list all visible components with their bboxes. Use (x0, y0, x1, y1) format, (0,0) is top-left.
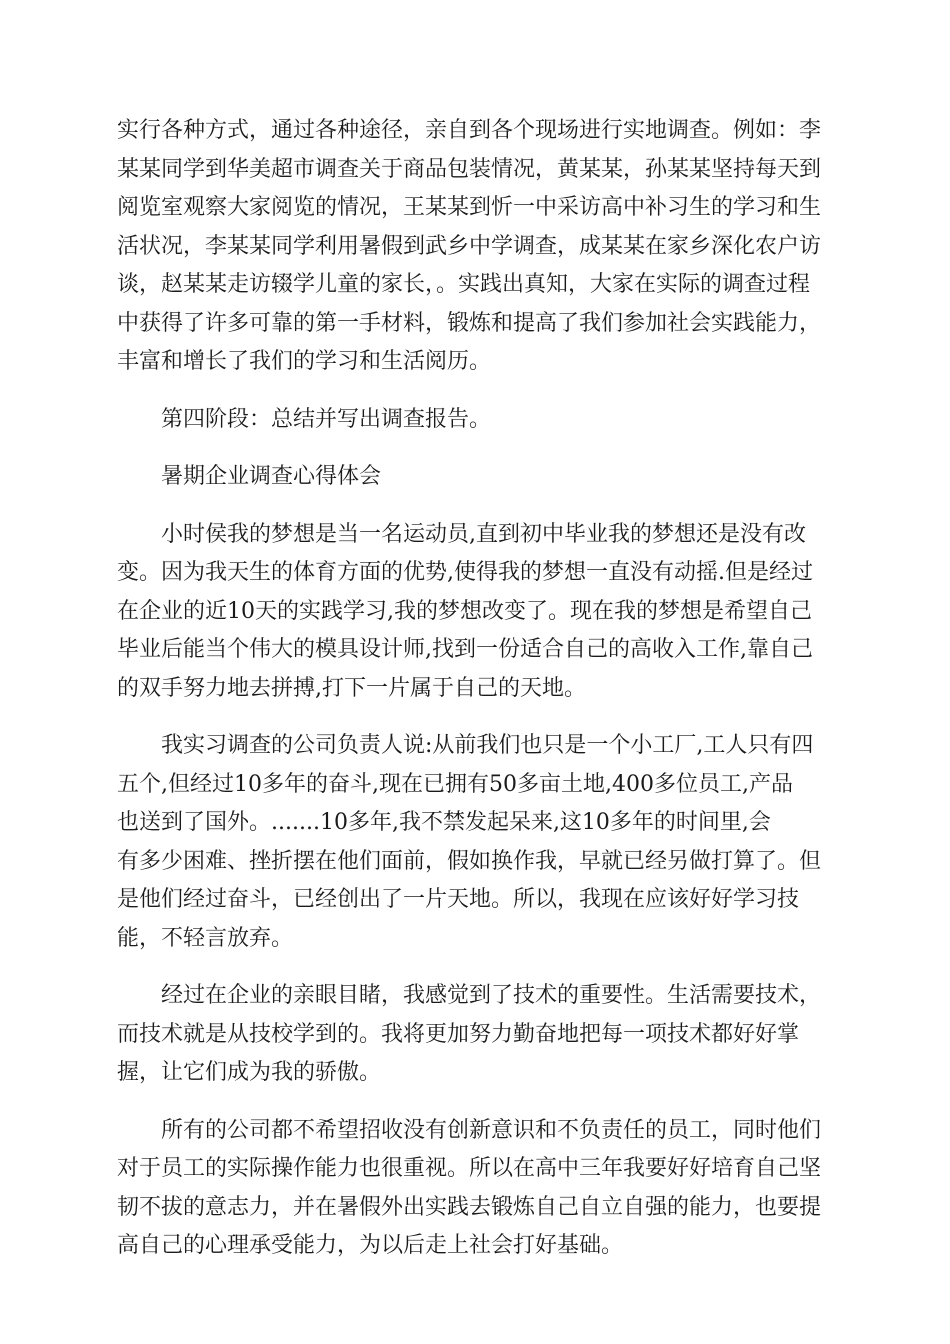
paragraph (117, 1112, 833, 1266)
text-line: 有多少困难、挫折摆在他们面前，假如换作我，早就已经另做打算了。但 (117, 848, 822, 874)
text-line: 高自己的心理承受能力，为以后走上社会打好基础。 (117, 1233, 624, 1258)
text-line: 实行各种方式，通过各种途径，亲自到各个现场进行实地调查。例如：李 (117, 118, 822, 143)
text-line: 所有的公司都不希望招收没有创新意识和不负责任的员工，同时他们 (117, 1117, 822, 1143)
paragraph (117, 458, 833, 497)
text-line: 在企业的近10天的实践学习,我的梦想改变了。现在我的梦想是希望自己 (117, 598, 812, 624)
paragraph-spacing (117, 708, 833, 727)
text-line: 我实习调查的公司负责人说:从前我们也只是一个小工厂,工人只有四 (117, 733, 814, 758)
text-line: 某某同学到华美超市调查关于商品包装情况，黄某某，孙某某坚持每天到 (117, 156, 822, 182)
paragraph-spacing (117, 439, 833, 458)
document-body (117, 112, 833, 1266)
paragraph (117, 112, 833, 382)
text-line: 韧不拔的意志力，并在暑假外出实践去锻炼自己自立自强的能力，也要提 (117, 1194, 822, 1220)
text-line: 是他们经过奋斗，已经创出了一片天地。所以，我现在应该好好学习技 (117, 887, 800, 912)
text-line: 对于员工的实际操作能力也很重视。所以在高中三年我要好好培育自己坚 (117, 1156, 822, 1181)
paragraph-spacing (117, 1093, 833, 1112)
text-line: 中获得了许多可靠的第一手材料，锻炼和提高了我们参加社会实践能力， (117, 310, 822, 336)
paragraph (117, 727, 833, 958)
text-line: 活状况，李某某同学利用暑假到武乡中学调查，成某某在家乡深化农户访 (117, 233, 822, 259)
paragraph-spacing (117, 958, 833, 977)
paragraph (117, 977, 833, 1093)
text-line: 而技术就是从技校学到的。我将更加努力勤奋地把每一项技术都好好掌 (117, 1021, 800, 1047)
text-line: 也送到了国外。.......10多年,我不禁发起呆来,这10多年的时间里,会 (117, 810, 771, 835)
text-line: 第四阶段：总结并写出调查报告。 (117, 406, 492, 432)
paragraph (117, 516, 833, 709)
text-line: 握，让它们成为我的骄傲。 (117, 1060, 382, 1085)
text-line: 丰富和增长了我们的学习和生活阅历。 (117, 349, 492, 374)
text-line: 小时侯我的梦想是当一名运动员,直到初中毕业我的梦想还是没有改 (117, 521, 806, 547)
paragraph-spacing (117, 497, 833, 516)
text-line: 暑期企业调查心得体会 (117, 464, 382, 489)
text-line: 变。因为我天生的体育方面的优势,使得我的梦想一直没有动摇.但是经过 (117, 560, 813, 585)
text-line: 阅览室观察大家阅览的情况，王某某到忻一中采访高中补习生的学习和生 (117, 195, 822, 220)
text-line: 的双手努力地去拼搏,打下一片属于自己的天地。 (117, 675, 586, 701)
paragraph-spacing (117, 382, 833, 401)
text-line: 经过在企业的亲眼目睹，我感觉到了技术的重要性。生活需要技术， (117, 983, 822, 1008)
text-line: 能，不轻言放弃。 (117, 925, 294, 951)
text-line: 毕业后能当个伟大的模具设计师,找到一份适合自己的高收入工作,靠自己 (117, 637, 813, 662)
paragraph (117, 401, 833, 440)
text-line: 谈，赵某某走访辍学儿童的家长，。实践出真知，大家在实际的调查过程 (117, 272, 811, 297)
text-line: 五个,但经过10多年的奋斗,现在已拥有50多亩土地,400多位员工,产品 (117, 771, 793, 797)
